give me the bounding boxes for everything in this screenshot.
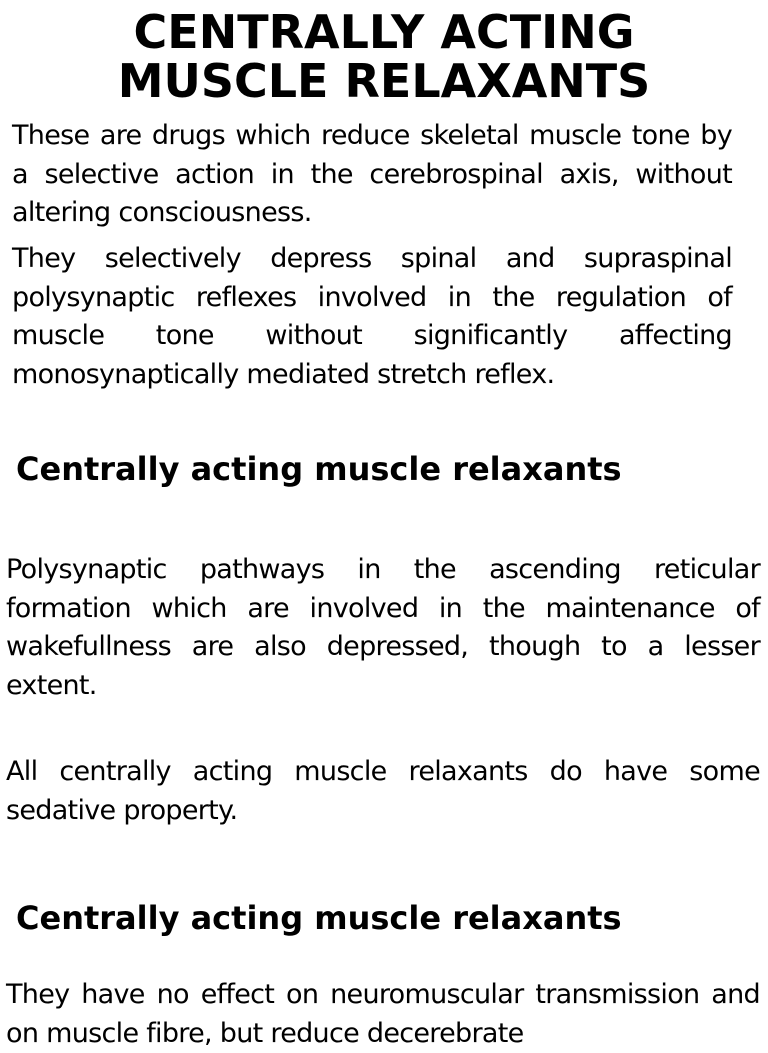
nm-transmission-paragraph: They have no effect on neuromuscular transmission and on muscle fibre, but reduce decerebrate bbox=[6, 979, 760, 1049]
section-heading-1: Centrally acting muscle relaxants bbox=[16, 450, 622, 488]
intro-paragraph: These are drugs which reduce skeletal muscle tone by a selective action in the cerebrospinal axis, without altering consciousness. bbox=[12, 120, 732, 228]
mechanism-paragraph: They selectively depress spinal and supraspinal polysynaptic reflexes involved in the regulation of muscle tone without significantly affecting monosynaptically mediated stretch reflex. bbox=[12, 243, 732, 390]
page-title-line-1: CENTRALLY ACTING bbox=[133, 5, 635, 59]
page-title-line-2: MUSCLE RELAXANTS bbox=[117, 54, 651, 108]
page-title bbox=[0, 5, 768, 108]
section-heading-2: Centrally acting muscle relaxants bbox=[16, 899, 622, 937]
sedative-paragraph: All centrally acting muscle relaxants do have some sedative property. bbox=[6, 756, 760, 826]
polysynaptic-paragraph: Polysynaptic pathways in the ascending reticular formation which are involved in the maintenance of wakefullness are also depressed, though to a lesser extent. bbox=[6, 554, 760, 701]
